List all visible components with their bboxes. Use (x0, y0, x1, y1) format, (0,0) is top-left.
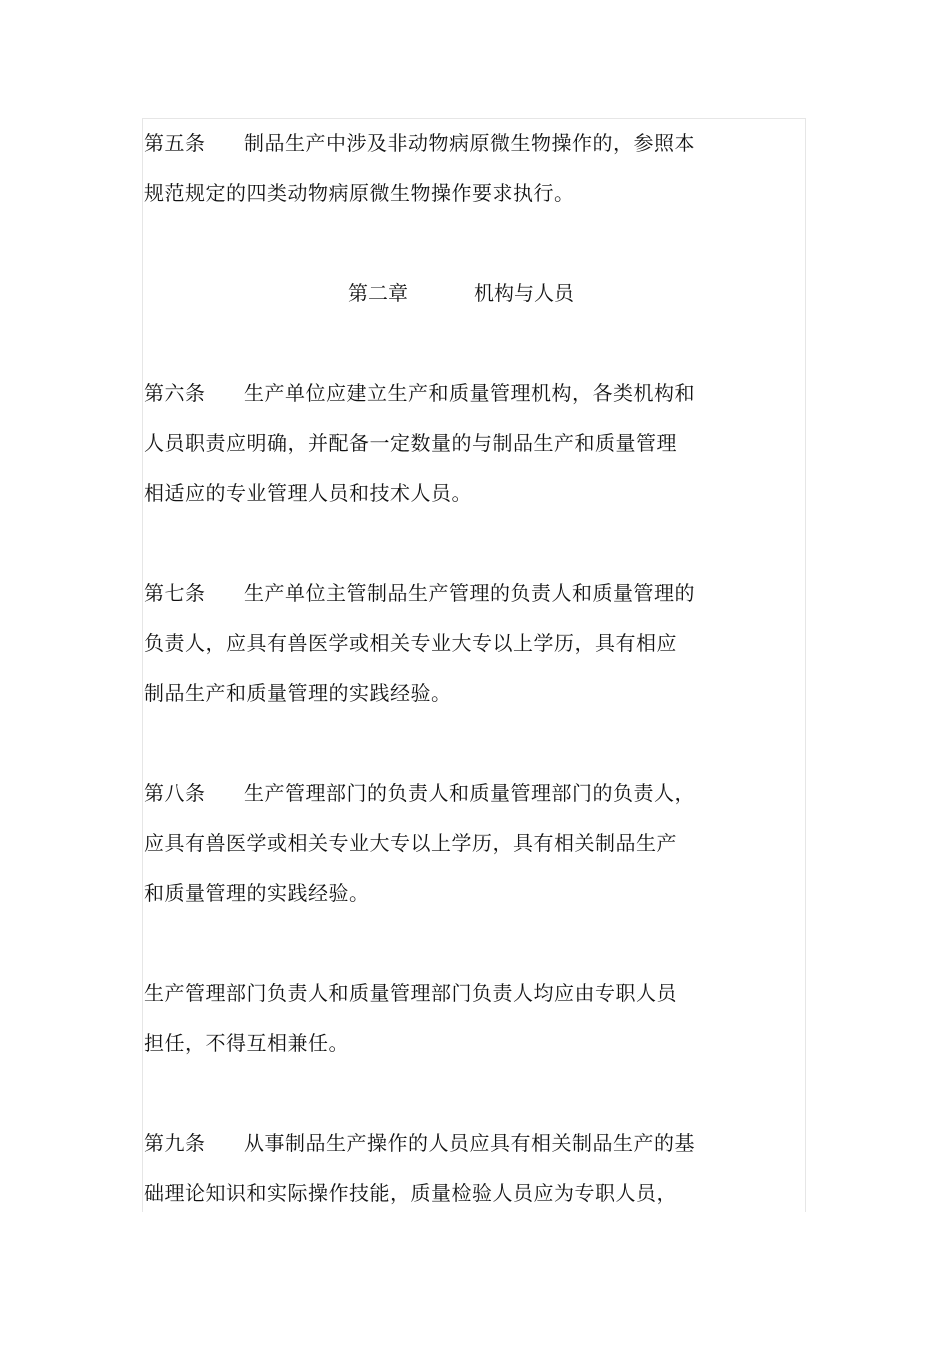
spacer (144, 218, 744, 268)
article-text: 生产管理部门的负责人和质量管理部门的负责人， (244, 781, 695, 805)
article-text: 制品生产中涉及非动物病原微生物操作的，参照本 (244, 131, 695, 155)
article-7-line-2: 负责人，应具有兽医学或相关专业大专以上学历，具有相应 (144, 631, 677, 655)
chapter-number: 第二章 (348, 281, 408, 305)
article-5-line-1 (144, 118, 744, 168)
article-number: 第九条 (144, 1131, 206, 1155)
article-6-line-1 (144, 368, 744, 418)
article-6-line-2: 人员职责应明确，并配备一定数量的与制品生产和质量管理 (144, 431, 677, 455)
article-text: 生产单位应建立生产和质量管理机构，各类机构和 (244, 381, 695, 405)
spacer (144, 1068, 744, 1118)
spacer (144, 518, 744, 568)
article-number: 第五条 (144, 131, 206, 155)
article-8-line-3: 和质量管理的实践经验。 (144, 881, 370, 905)
chapter-title: 机构与人员 (474, 281, 574, 305)
article-number: 第六条 (144, 381, 206, 405)
spacer (144, 318, 744, 368)
article-number: 第八条 (144, 781, 206, 805)
article-8-line-1 (144, 768, 744, 818)
article-6-line-3: 相适应的专业管理人员和技术人员。 (144, 481, 472, 505)
article-text: 生产单位主管制品生产管理的负责人和质量管理的 (244, 581, 695, 605)
article-7-line-3: 制品生产和质量管理的实践经验。 (144, 681, 452, 705)
article-9-line-1 (144, 1118, 744, 1168)
article-8-line-2: 应具有兽医学或相关专业大专以上学历，具有相关制品生产 (144, 831, 677, 855)
article-5-line-2: 规范规定的四类动物病原微生物操作要求执行。 (144, 181, 575, 205)
article-9-line-2: 础理论知识和实际操作技能，质量检验人员应为专职人员， (144, 1181, 677, 1205)
paragraph-line-2: 担任，不得互相兼任。 (144, 1031, 349, 1055)
article-7-line-1 (144, 568, 744, 618)
spacer (144, 918, 744, 968)
spacer (144, 718, 744, 768)
article-text: 从事制品生产操作的人员应具有相关制品生产的基 (244, 1131, 695, 1155)
chapter-heading (144, 268, 744, 318)
document-body (144, 118, 744, 1218)
paragraph-line-1: 生产管理部门负责人和质量管理部门负责人均应由专职人员 (144, 981, 677, 1005)
article-number: 第七条 (144, 581, 206, 605)
